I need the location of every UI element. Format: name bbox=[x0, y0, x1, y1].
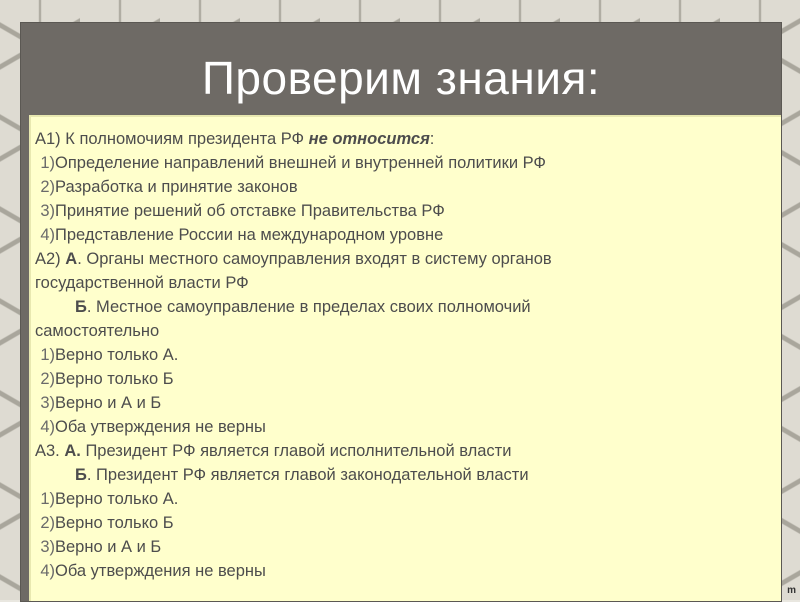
option-text: Определение направлений внешней и внутренней политики РФ bbox=[55, 154, 546, 172]
option-text: Верно только Б bbox=[55, 514, 174, 532]
slide-title: Проверим знания: bbox=[201, 52, 601, 104]
option-text: Оба утверждения не верны bbox=[55, 562, 266, 580]
option-number: 4) bbox=[40, 562, 55, 580]
option-row bbox=[40, 367, 781, 391]
option-number: 4) bbox=[40, 418, 55, 436]
statement-a-text: . Органы местного самоуправления входят в систему органов bbox=[77, 250, 552, 268]
option-row bbox=[40, 415, 781, 439]
option-row bbox=[40, 535, 781, 559]
option-number: 2) bbox=[40, 514, 55, 532]
option-number: 4) bbox=[40, 226, 55, 244]
option-row bbox=[40, 151, 781, 175]
option-row bbox=[40, 175, 781, 199]
question-a2 bbox=[31, 247, 781, 271]
statement-b bbox=[31, 463, 781, 487]
question-a3-prefix: А3. bbox=[35, 442, 65, 460]
statement-b bbox=[31, 295, 781, 319]
option-text: Оба утверждения не верны bbox=[55, 418, 266, 436]
option-row bbox=[40, 199, 781, 223]
statement-a-label: А bbox=[65, 250, 78, 268]
question-a1 bbox=[31, 127, 781, 151]
slide-panel bbox=[20, 22, 782, 602]
option-row bbox=[40, 343, 781, 367]
question-a1-prefix: А1) К полномочиям президента РФ bbox=[35, 130, 309, 148]
statement-b-text: . Местное самоуправление в пределах своих полномочий bbox=[86, 298, 531, 316]
option-number: 2) bbox=[40, 178, 55, 196]
question-a3 bbox=[31, 439, 781, 463]
option-text: Разработка и принятие законов bbox=[55, 178, 298, 196]
option-text: Верно только А. bbox=[55, 490, 179, 508]
option-text: Верно и А и Б bbox=[55, 394, 162, 412]
option-text: Представление России на международном уровне bbox=[55, 226, 444, 244]
statement-b-continuation: самостоятельно bbox=[35, 322, 160, 340]
watermark: m bbox=[787, 585, 796, 596]
question-a2-prefix: А2) bbox=[35, 250, 66, 268]
statement-a-continuation: государственной власти РФ bbox=[35, 274, 249, 292]
question-box bbox=[29, 115, 781, 601]
option-text: Принятие решений об отставке Правительства РФ bbox=[55, 202, 445, 220]
option-number: 3) bbox=[40, 202, 55, 220]
option-number: 2) bbox=[40, 370, 55, 388]
option-number: 1) bbox=[40, 346, 55, 364]
option-row bbox=[40, 511, 781, 535]
option-text: Верно и А и Б bbox=[55, 538, 162, 556]
statement-a-text: Президент РФ является главой исполнительной власти bbox=[80, 442, 512, 460]
statement-b-label: Б bbox=[75, 298, 87, 316]
option-text: Верно только Б bbox=[55, 370, 174, 388]
option-number: 3) bbox=[40, 394, 55, 412]
option-row bbox=[40, 559, 781, 583]
option-text: Верно только А. bbox=[55, 346, 179, 364]
option-row bbox=[40, 391, 781, 415]
option-number: 1) bbox=[40, 154, 55, 172]
statement-b-text: . Президент РФ является главой законодательной власти bbox=[86, 466, 529, 484]
option-row bbox=[40, 487, 781, 511]
statement-a-label: А. bbox=[64, 442, 81, 460]
option-number: 3) bbox=[40, 538, 55, 556]
statement-b-label: Б bbox=[75, 466, 87, 484]
question-a1-suffix: : bbox=[429, 130, 435, 148]
option-number: 1) bbox=[40, 490, 55, 508]
question-a1-emphasis: не относится bbox=[308, 130, 430, 148]
option-row bbox=[40, 223, 781, 247]
